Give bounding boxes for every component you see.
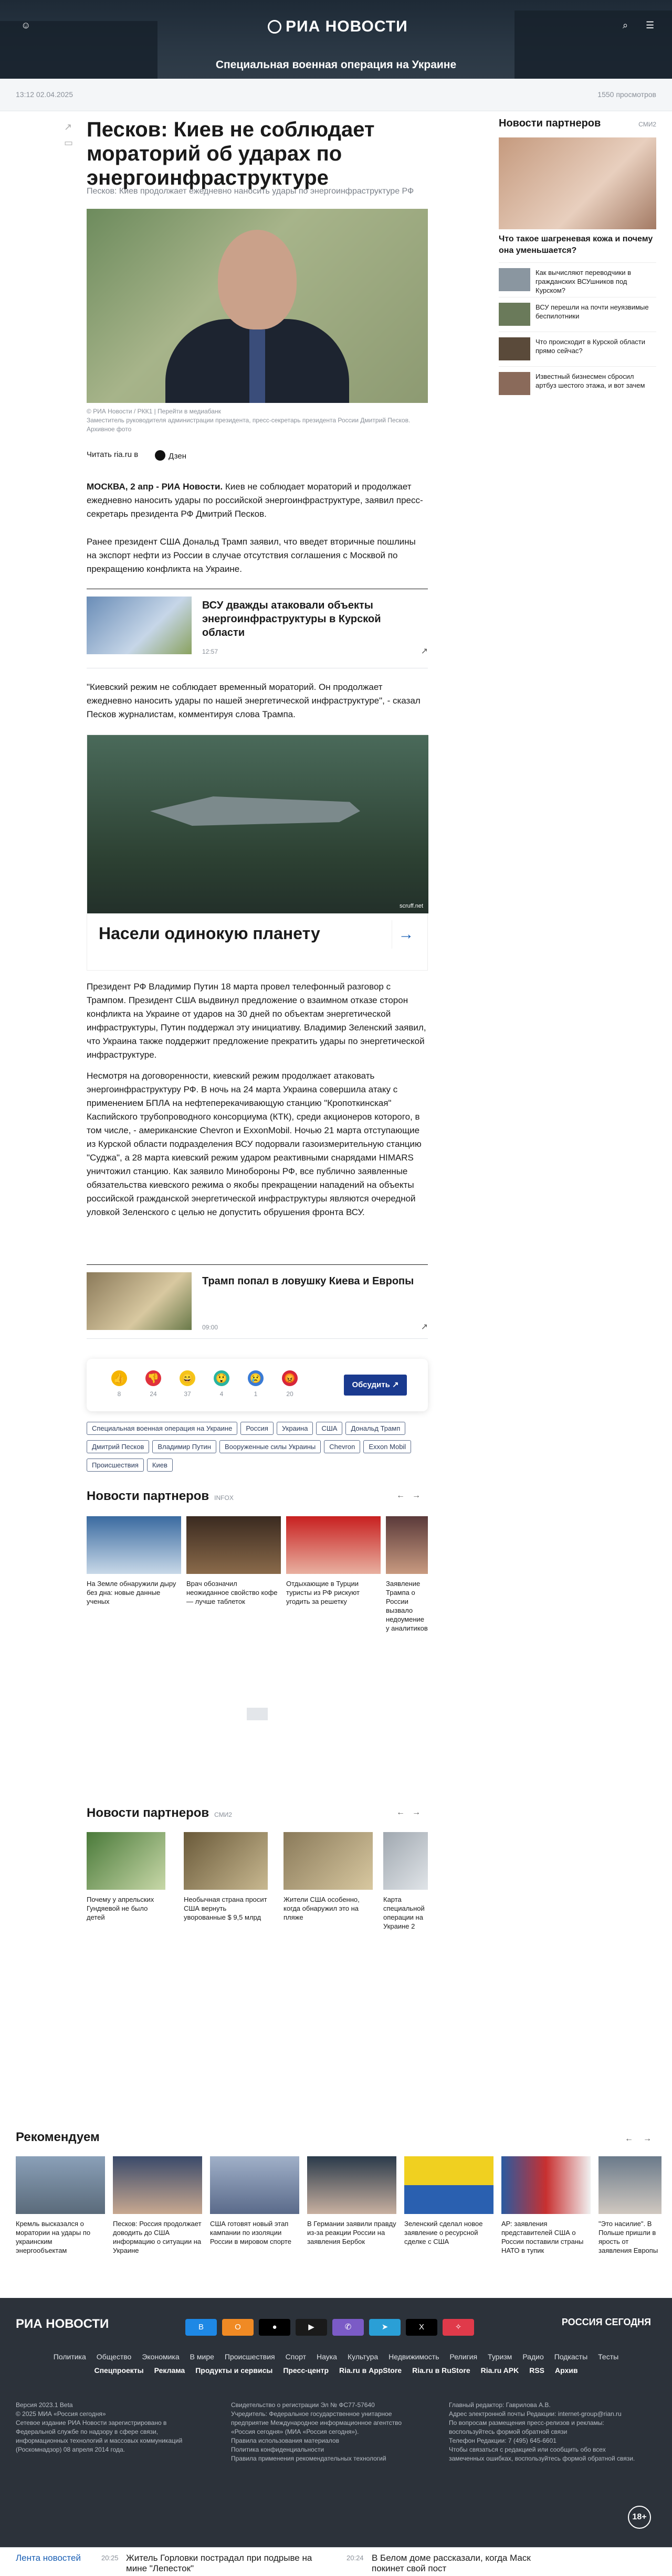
- ok-share-icon[interactable]: О: [222, 2319, 254, 2336]
- tag[interactable]: Вооруженные силы Украины: [219, 1440, 321, 1453]
- recommend-tile[interactable]: Зеленский сделал новое заявление о ресурсной сделке с США: [404, 2156, 494, 2246]
- paragraph-2: Ранее президент США Дональд Трамп заявил, что введет вторичные пошлины на экспорт нефти из России в случае отсутствия соглашения с Москвой по прекращению конфликта на Украине.: [87, 537, 416, 574]
- view-count: 1550 просмотров: [597, 90, 656, 99]
- ticker-headline-1[interactable]: Житель Горловки пострадал при подрыве на мине "Лепесток": [126, 2553, 312, 2573]
- menu-icon[interactable]: ☰: [646, 20, 655, 30]
- ticker-time-1: 20:25: [101, 2554, 119, 2562]
- partner-tile[interactable]: Карта специальной операции на Украине 2: [383, 1832, 428, 1931]
- user-icon[interactable]: ☺: [21, 20, 31, 30]
- footer-col-2: Свидетельство о регистрации Эл № ФС77-57640 Учредитель: Федеральное государственное унитарное предприятие Международное информационное агентство «Россия сегодня» (МИА «Россия сегодня»). Правила использования материалов Политика конфиденциальности Правила применения рекомендательных технологий: [231, 2401, 402, 2462]
- telegram-share-icon[interactable]: ➤: [369, 2319, 401, 2336]
- tag[interactable]: Дональд Трамп: [345, 1422, 405, 1435]
- reactions-bar: [87, 1359, 428, 1411]
- recommend-tile[interactable]: "Это насилие". В Польше пришли в ярость от заявления Европы: [598, 2156, 662, 2255]
- prev-icon[interactable]: ←: [625, 2134, 633, 2143]
- article-subtitle: Песков: Киев продолжает ежедневно наносить удары по энергоинфраструктуре РФ: [87, 187, 414, 196]
- paragraph-1: МОСКВА, 2 апр - РИА Новости. Киев не соблюдает мораторий и продолжает ежедневно наносить удары по российской энергоинфраструктуре, заявил пресс-секретарь президента РФ Дмитрий Песков.: [87, 482, 423, 519]
- recommend-tile[interactable]: США готовят новый этап кампании по изоляции России в мировом спорте: [210, 2156, 299, 2246]
- vk-share-icon[interactable]: В: [185, 2319, 217, 2336]
- other-share-icon[interactable]: ✧: [443, 2319, 474, 2336]
- recommend-title: Рекомендуем: [16, 2130, 100, 2144]
- meta-bar: [0, 79, 672, 111]
- tag[interactable]: Exxon Mobil: [363, 1440, 411, 1453]
- search-icon[interactable]: ⌕: [623, 20, 628, 30]
- reaction-wow[interactable]: 😲 4: [211, 1370, 232, 1398]
- tag[interactable]: Владимир Путин: [152, 1440, 216, 1453]
- sidebar-partners: Новости партнеров СМИ2: [499, 118, 656, 129]
- reaction-like[interactable]: 👍 8: [109, 1370, 130, 1398]
- partners-section-2-title: Новости партнеров СМИ2: [87, 1806, 232, 1820]
- tag-list: [87, 1422, 428, 1477]
- next-icon[interactable]: →: [643, 2134, 652, 2143]
- ad-arrow-icon[interactable]: →: [392, 920, 420, 949]
- tag[interactable]: США: [316, 1422, 342, 1435]
- ticker-label[interactable]: Лента новостей: [16, 2553, 81, 2563]
- tag[interactable]: Происшествия: [87, 1459, 144, 1472]
- paragraph-3: Президент РФ Владимир Путин 18 марта провел телефонный разговор с Трампом. Президент США выдвинул предложение о взаимном отказе сторон конфликта на Украине от ударов на 30 дней по объектам энергетической инфраструктуры, Путин поддержал эту инициативу. Владимир Зеленский заявил, что Украина также поддержит предложение прекратить удары по энергетической инфраструктуре.: [87, 982, 426, 1060]
- article-date: 13:12 02.04.2025: [16, 90, 73, 99]
- partner-tile[interactable]: Отдыхающие в Турции туристы из РФ рискуют угодить за решетку: [286, 1516, 381, 1606]
- sidebar-item[interactable]: Что происходит в Курской области прямо сейчас?: [499, 332, 656, 365]
- sidebar-item[interactable]: Известный бизнесмен сбросил артбуз шестого этажа, и вот зачем: [499, 366, 656, 400]
- age-rating: 18+: [628, 2506, 651, 2529]
- next-icon[interactable]: →: [412, 1808, 421, 1817]
- paragraph-4: Несмотря на договоренности, киевский режим продолжает атаковать энергоинфраструктуру РФ. В ночь на 24 марта Украина совершила атаку с применением БПЛА на нефтеперекачивающую станцию "Кропоткинская" Каспийского трубопроводного консорциума (КТК), среди акционеров которого, в том числе, - американские Chevron и ExxonMobil. Ночью 21 марта отступающие из Курской области подразделения ВСУ подорвали газоизмерительную станцию "Суджа", а 28 марта киевский режим ударом реактивными снарядами HIMARS уничтожил станцию. Как заявило Минобороны РФ, все публично заявленные обязательства киевского режима о якобы прекращении нападений на объекты российской гражданской энергетической инфраструктуры являются очередной уловкой Зеленского с целью не допустить обрушения фронта ВСУ.: [87, 1071, 422, 1217]
- ad-banner[interactable]: scruff.net Насели одинокую планету →: [87, 735, 428, 971]
- recommend-tile[interactable]: Песков: Россия продолжает доводить до США информацию о ситуации на Украине: [113, 2156, 202, 2255]
- partner-tile[interactable]: На Земле обнаружили дыру без дна: новые данные ученых: [87, 1516, 181, 1606]
- partner-tile[interactable]: Врач обозначил неожиданное свойство кофе — лучше таблеток: [186, 1516, 281, 1606]
- rutube-share-icon[interactable]: ▶: [296, 2319, 327, 2336]
- reaction-sad[interactable]: 😢 1: [245, 1370, 266, 1398]
- reaction-angry[interactable]: 😡 20: [279, 1370, 300, 1398]
- tag[interactable]: Россия: [240, 1422, 274, 1435]
- recommend-tile[interactable]: АР: заявления представителей США о России поставили страны НАТО в тупик: [501, 2156, 591, 2255]
- share-icon: ↗: [421, 1323, 428, 1332]
- ticker-time-2: 20:24: [346, 2554, 364, 2562]
- top-header: [0, 0, 672, 79]
- footer-col-1: Версия 2023.1 Beta © 2025 МИА «Россия сегодня» Сетевое издание РИА Новости зарегистрировано в Федеральной службе по надзору в сфере связи, информационных технологий и массовых коммуникаций (Роскомнадзор) 08 апреля 2014 года.: [16, 2401, 183, 2453]
- partner-tile[interactable]: Жители США особенно, когда обнаружил это на пляже: [284, 1832, 373, 1922]
- prev-icon[interactable]: ←: [396, 1491, 405, 1500]
- ad-title: Насели одинокую планету: [99, 924, 320, 943]
- site-logo[interactable]: РИА НОВОСТИ: [268, 18, 408, 36]
- ad-placeholder: [247, 1708, 268, 1720]
- tag[interactable]: Киев: [147, 1459, 173, 1472]
- footer: [0, 2298, 672, 2576]
- viber-share-icon[interactable]: ✆: [332, 2319, 364, 2336]
- banner-link[interactable]: Специальная военная операция на Украине: [215, 59, 457, 71]
- related-card-1[interactable]: ВСУ дважды атаковали объекты энергоинфраструктуры в Курской области 12:57 ↗: [87, 589, 428, 668]
- sidebar-item[interactable]: Как вычисляют переводчики в гражданских ВСУшников под Курском?: [499, 262, 656, 296]
- tag[interactable]: Специальная военная операция на Украине: [87, 1422, 237, 1435]
- article-photo[interactable]: [87, 209, 428, 403]
- footer-menu: Политика Общество Экономика В мире Происшествия Спорт Наука Культура Недвижимость Религия Туризм Радио Подкасты Тесты: [53, 2353, 619, 2361]
- read-in-label: Читать ria.ru в: [87, 450, 139, 459]
- ticker-headline-2[interactable]: В Белом доме рассказали, когда Маск покинет свой пост: [372, 2553, 531, 2573]
- russia-today-logo[interactable]: РОССИЯ СЕГОДНЯ: [561, 2317, 651, 2327]
- recommend-tile[interactable]: Кремль высказался о моратории на удары по украинским энергообъектам: [16, 2156, 105, 2255]
- partners-section-1-title: Новости партнеров INFOX: [87, 1489, 234, 1503]
- article-title: Песков: Киев не соблюдает мораторий об ударах по энергоинфраструктуре: [87, 118, 375, 189]
- footer-logo[interactable]: РИА НОВОСТИ: [16, 2317, 109, 2331]
- dzen-share-icon[interactable]: ●: [259, 2319, 290, 2336]
- sidebar-item[interactable]: ВСУ перешли на почти неуязвимые беспилотники: [499, 297, 656, 331]
- footer-menu-2: Спецпроекты Реклама Продукты и сервисы Пресс-центр Ria.ru в AppStore Ria.ru в RuStore Ria.ru APK RSS Архив: [94, 2366, 578, 2375]
- reaction-laugh[interactable]: 😄 37: [177, 1370, 198, 1398]
- sidebar-top-title[interactable]: Что такое шагреневая кожа и почему она уменьшается?: [499, 235, 653, 255]
- share-icon[interactable]: ↗: [64, 122, 72, 132]
- next-icon[interactable]: →: [412, 1491, 421, 1500]
- photo-caption: © РИА Новости / РКК1 | Перейти в медиабанк Заместитель руководителя администрации президента, пресс-секретарь президента России Дмитрий Песков. Архивное фото: [87, 408, 411, 433]
- sidebar-top-image[interactable]: [499, 137, 656, 229]
- share-icon: ↗: [421, 647, 428, 656]
- tag[interactable]: Украина: [277, 1422, 313, 1435]
- discuss-button[interactable]: Обсудить ↗: [344, 1375, 407, 1396]
- partner-tile[interactable]: Почему у апрельских Гундяевой не было детей: [87, 1832, 165, 1922]
- news-ticker: [0, 2547, 672, 2576]
- footer-col-3: Главный редактор: Гаврилова А.В. Адрес электронной почты Редакции: internet-group@rian.ru По вопросам размещения пресс-релизов и рекламы: воспользуйтесь формой обратной связи Телефон Редакции: 7 (495) 645-6601 Чтобы связаться с редакцией или сообщить обо всех замеченных ошибках, воспользуйтесь формой обратной связи.: [449, 2401, 635, 2462]
- reaction-dislike[interactable]: 👎 24: [143, 1370, 164, 1398]
- partner-tile[interactable]: Необычная страна просит США вернуть уворованные $ 9,5 млрд: [184, 1832, 268, 1922]
- dzen-link[interactable]: Дзен: [155, 450, 186, 461]
- recommend-tile[interactable]: В Германии заявили правду из-за реакции России на заявления Бербок: [307, 2156, 396, 2246]
- tag[interactable]: Дмитрий Песков: [87, 1440, 149, 1453]
- x-share-icon[interactable]: X: [406, 2319, 437, 2336]
- comment-icon[interactable]: ▭: [64, 137, 74, 148]
- tag[interactable]: Chevron: [324, 1440, 360, 1453]
- prev-icon[interactable]: ←: [396, 1808, 405, 1817]
- related-card-2[interactable]: Трамп попал в ловушку Киева и Европы 09:00 ↗: [87, 1264, 428, 1339]
- quote-paragraph: "Киевский режим не соблюдает временный мораторий. Он продолжает ежедневно наносить удары по нашей энергетической инфраструктуре", - сказал Песков журналистам, комментируя слова Трампа.: [87, 682, 421, 719]
- partner-tile[interactable]: Заявление Трампа о России вызвало недоумение у аналитиков: [386, 1516, 428, 1633]
